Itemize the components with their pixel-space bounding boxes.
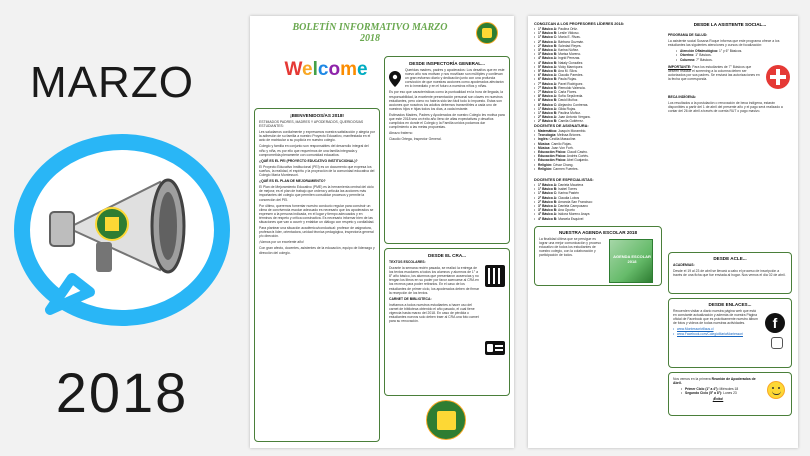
leader-list-item: • 5° Básico B: Ana M. Silva. (534, 69, 662, 73)
pme-answer: El Plan de Mejoramiento Educativo (PME) es la herramienta central del ciclo de mejora; es el plan de trabajo que ordena y articula las acciones más importantes del colegio que permiten consolidar procesos y permite la concreción del PEI. (259, 185, 374, 202)
links-box (668, 298, 792, 368)
welcome-banner (272, 56, 380, 84)
inspectoria-closing: Abrazo fraterno (389, 131, 413, 136)
textbooks-subheading: TEXTOS ESCOLARES: (389, 260, 426, 264)
leader-list-item: • 7° Básico A: Pavel Rodríguez. (534, 82, 662, 86)
newsletter-page-2 (528, 16, 798, 448)
smiley-icon (767, 381, 785, 399)
leader-list-item: • 8° Básico C: Alejandro Contreras. (534, 103, 662, 107)
subject-teacher-list-item: • Música: Joan Von Forh. (534, 146, 662, 150)
specialists-section (534, 178, 662, 221)
leader-list-item: • 8° Básico A: Sofía Sepúlveda. (534, 94, 662, 98)
welcome-letter: l (312, 59, 318, 80)
welcome-paragraph-2: Colegio y familia en conjunto son responsables del desarrollo integral del niño y niña, es por ello que requerimos de una familia integrada y comprometida plenamente con comunidad educativa. (259, 144, 369, 157)
leader-list-item: • 2° Básico A: Bárbara Guzmán. (534, 40, 662, 44)
acle-heading: DESDE ACLE... (713, 256, 747, 261)
meeting-title: Reunión de Apoderados de Abril. (673, 377, 756, 386)
indigenous-scholarship-paragraph: Los resultados a la postulación o renovación de beca indígena, estarán disponibles a partir del 1 de abril del presente año y el pago será realizado a contar del 26 de abril a través de cuenta RUT o pago masivo. (668, 100, 783, 114)
mouse-click-icon (771, 337, 783, 349)
leader-list-item: • 1° Básico A: Paulina Ortiz. (534, 27, 662, 31)
title-line-1: BOLETÍN INFORMATIVO MARZO (292, 22, 448, 33)
meeting-dates-list (681, 387, 763, 395)
meeting-closing: ¡Éxito! (712, 396, 724, 401)
leader-list-item: • 3° Básico B: Marisa Moreno. (534, 52, 662, 56)
specialists-list (534, 183, 662, 221)
meeting-intro: Nos vemos en la primera (673, 377, 711, 381)
subject-teacher-list-item: • Educación Física: Andrés Cortés. (534, 154, 662, 158)
leader-list-item: • 1° Básico C: María E. Rivas. (534, 35, 662, 39)
pei-question: ¿QUÉ ES EL PEI (PROYECTO EDUCATIVO INSTITUCIONAL)? (259, 158, 358, 163)
excellent-year: ¡Vamos por un excelente año! (259, 240, 304, 245)
inspectoria-box (384, 56, 510, 244)
facebook-link[interactable]: • www.Facebook.com/ColegioMariaMontessori (673, 332, 787, 336)
health-program-subheading: PROGRAMA DE SALUD: (668, 33, 708, 37)
agenda-box (534, 226, 662, 286)
inspectoria-paragraph-1: Queridas madres, padres y apoderados: Los desafíos que en este nuevo año nos motivan y nos movilizan son múltiples y conllevan un gran esfuerzo diario y dedicación junto con una profunda convicción de que nuestras acciones como apoderados afectarán en lo inmediato y en el futuro a nuestros niños y niñas. (405, 68, 505, 89)
welcome-signoff: Con gran afecto, docentes, asistentes de la educación, equipo de liderazgo y dirección del colegio. (259, 246, 375, 255)
agenda-heading: NUESTRA AGENDA ESCOLAR 2018 (558, 230, 638, 235)
specialists-heading: DOCENTES DE ESPECIALISTAS: (534, 178, 594, 182)
important-label: IMPORTANTE: (668, 64, 692, 69)
leader-list-item: • 4° Básico B: Nataly González. (534, 61, 662, 65)
specialist-list-item: • 4° Básico A: Isidora Moreno Araya (534, 212, 662, 216)
specialist-list-item: • 2° Básico B: Amanda San Francisco (534, 200, 662, 204)
acle-box (668, 252, 792, 294)
subject-teacher-list-item: • Educación Física: Abel Guajardo. (534, 158, 662, 162)
leader-list-item: • 1° Básico B: Leslie Vildoso. (534, 31, 662, 35)
specialist-list-item: • 2° Básico A: Claudia Lobos (534, 196, 662, 200)
health-service-item: • Atención Oftalmológica: 1° y 6° Básicos. (676, 49, 792, 53)
welcome-letter: e (302, 59, 313, 80)
subject-teacher-list-item: • Religión: Carmen Fuentes. (534, 167, 662, 171)
welcome-heading: ¡BIENVENIDOS/AS 2018! (290, 113, 344, 118)
important-paragraph: Para los estudiantes de 7° Básicos que deseen realizar el screening a la columna deben ser autorizados por sus padres. Se enviará las autorizaciones en la fecha que corresponda. (668, 64, 760, 82)
leader-list-item: • 3° Básico A: Karina Núñez. (534, 48, 662, 52)
health-service-item: • Columna: 7° Básicos. (676, 58, 792, 62)
welcome-letter: m (340, 59, 357, 80)
meeting-date-item: • Primer Ciclo (1° a 4°): Miércoles 18 (681, 387, 763, 391)
agenda-paragraph: La finalidad última que se persigue es lograr una mejor comunicación y proceso educativo de todos los estudiantes de nuestro colegio, con la colaboración y participación de todos. (539, 237, 602, 258)
specialist-list-item: • 4° Básico B: Marcela Esquivel (534, 217, 662, 221)
agenda-cover-image (609, 239, 653, 283)
pme-question: ¿QUÉ ES EL PLAN DE MEJORAMIENTO? (259, 179, 326, 184)
leader-list-item: • 1° Básico B: Paulina Muñoz. (534, 111, 662, 115)
welcome-paragraph-1: Les saludamos cordialmente y expresamos nuestra satisfacción y alegría por la adhesión de su familia a nuestro Proyecto Educativo, manifestada en el acto de matricular a su pupilo/a en nuestro colegio. (259, 130, 375, 143)
leaders-list (534, 27, 662, 124)
leaders-heading: CONOZCAN A LOS PROFESORES LÍDERES 2018: (534, 22, 625, 26)
links-heading: DESDE ENLACES... (708, 302, 752, 307)
leader-list-item: • 5° Básico A: Vicky Manríquez. (534, 65, 662, 69)
subject-teacher-list-item: • Música: Camilo Rojas. (534, 142, 662, 146)
specialist-list-item: • 1° Básico C: Karina Pastén (534, 191, 662, 195)
textbooks-paragraph: Durante la semana recién pasada, se realizó la entrega de los textos escolares a todos los alumnos y alumnos de 1° a 8° año básico, los alumnos que presentaron ausencias y no tengan los libros en su poder por favor acercarse al CRA en los recreos para poder retirarlos. En el caso de los estudiantes de primer ciclo, los apoderados deben de firmar la recepción de los textos. (389, 266, 480, 295)
welcome-letter: W (284, 59, 303, 80)
id-card-icon (485, 341, 505, 355)
leader-list-item: • 7° Básico C: Carla Flores. (534, 90, 662, 94)
cra-heading: DESDE EL CRA... (428, 253, 466, 258)
specialist-list-item: • 1° Básico A: Daniela Mauriera (534, 183, 662, 187)
inspectoria-signature: Claudio Ortega, Inspector General. (389, 137, 442, 142)
health-program-paragraph: La asistente social Susana Roque informa que este programa ofrece a los estudiantes las siguientes atenciones y cursos de focalización: (668, 39, 780, 48)
library-card-subheading: CARNET DE BIBLIOTECA: (389, 296, 432, 301)
location-pin-icon (389, 71, 401, 87)
academies-paragraph: Desde el 19 al 23 de abril se llevará a cabo el proceso de inscripción a través de una ficha que fue enviada al hogar. Nos vemos el día 02 de abril. (673, 269, 786, 278)
megaphone-icon (10, 120, 240, 340)
subject-teachers-section (534, 124, 662, 171)
specialist-list-item: • 3° Básico A: Daniela Campusano (534, 204, 662, 208)
indigenous-scholarship-subheading: BECA INDÍGENA: (668, 94, 697, 99)
newsletter-page-1 (250, 16, 514, 448)
leader-list-item: • 2° Básico B: Camila Gutiérrez. (534, 119, 662, 123)
welcome-letter: e (356, 59, 368, 80)
subject-teacher-list-item: • Inglés: Cecilia Massolíne. (534, 137, 662, 141)
social-heading: DESDE LA ASISTENTE SOCIAL... (693, 22, 767, 27)
subject-teacher-list-item: • Tecnología: Melissa Briones. (534, 133, 662, 137)
health-service-item: • Otorrino: 1° Básicos. (676, 53, 792, 57)
subject-teacher-list-item: • Religión: César Chang. (534, 163, 662, 167)
pei-answer: El Proyecto Educativo Institucional (PEI) es un documento que expresa los sueños, la realidad, el espíritu y la proyección de la comunidad educativa del Colegio María Montessori. (259, 164, 375, 178)
leader-list-item: • 6° Básico A: Claudio Paredes. (534, 73, 662, 77)
health-services-list (676, 49, 792, 62)
leader-list-item: • 4° Básico A: Ingrid Perezas. (534, 56, 662, 60)
subject-teachers-heading: DOCENTES DE ASIGNATURA: (534, 124, 589, 128)
cover-panel (0, 0, 250, 456)
school-crest-badge (426, 400, 466, 440)
meeting-date-item: • Segundo Ciclo (5° a 8°): Lunes 23 (681, 391, 763, 395)
leader-list-item: • 7° Básico B: Remoldo Valencia. (534, 86, 662, 90)
subject-teacher-list-item: • Matemática: Joaquín Morambio. (534, 129, 662, 133)
cover-year: 2018 (55, 361, 189, 424)
specialist-list-item: • 3° Básico B: Ana Oporto (534, 208, 662, 212)
leader-list-item: • 1° Básico A: Gilda Rojas. (534, 107, 662, 111)
conduct-route: Para plantear una situación académico/conductual: profesor de asignatura, profesor/a líder, orientadora, unidad técnica pedagógica, inspectoría general y/o dirección. (259, 226, 374, 239)
leader-list-item: • 6° Básico B: Paula Rojas. (534, 77, 662, 81)
inspectoria-paragraph-3: Estimados Madres, Padres y Apoderados de nuestro Colegio les motiva para que este 2018 sea un éxito año lleno de altas expectativas y desafíos cumplidos en donde el Colegio y la Familia unidos podamos dar cumplimiento a las metas propuestas. (389, 112, 505, 130)
books-icon (485, 265, 505, 287)
website-link[interactable]: • www.Montessorivillaus.cl (673, 327, 787, 331)
title-line-2: 2018 (360, 33, 380, 44)
links-paragraph: Recuerden visitar a diario nuestra página web que está en constante actualización y además de nuestra Página oficial de Facebook que es prácticamente nuestro álbum de fotos y videos de todas nuestras actividades. (673, 309, 759, 326)
welcome-box (254, 108, 380, 442)
subject-teacher-list-item: • Educación Física: Claudi Castro. (534, 150, 662, 154)
leader-list-item: • 2° Básico B: Soledad Reyes. (534, 44, 662, 48)
welcome-letter: o (328, 59, 341, 80)
academies-subheading: ACADEMIAS: (673, 263, 695, 267)
cover-month: MARZO (30, 58, 194, 107)
subject-teachers-list (534, 129, 662, 171)
cra-box (384, 248, 510, 396)
agenda-cover-text: AGENDA ESCOLAR 2018 (613, 254, 651, 264)
specialist-list-item: • 1° Básico B: Isabel Torres (534, 187, 662, 191)
social-section (668, 22, 792, 115)
leader-list-item: • 8° Básico B: David Muñoz. (534, 98, 662, 102)
library-card-paragraph: Invitamos a todos nuestros estudiantes a hacer uso del carnet de biblioteca obtenido el año pasado, el cual tiene vigencia hasta marzo del 2018. En caso de pérdida o estudiantes nuevos solo deben traer al CRA una foto carnet para su renovación. (389, 302, 479, 324)
conduct-paragraph: Por último, queremos fomentar nuestro conducto regular para construir un clima de convivencia escolar adecuado es necesario que los apoderados se expresen a la persona indicada, en el lugar y tiempo adecuados y en términos de respeto y crítica constructiva. Es necesario informar bien de las situaciones que van a ocurrir y entablar un diálogo con respeto y cordialidad. (259, 203, 375, 224)
welcome-letter: c (317, 59, 329, 80)
leader-list-item: • 2° Básico A: Juan Antonio Vergara. (534, 115, 662, 119)
welcome-greeting: ESTIMADOS PADRES, MADRES Y APODERADOS, QUERIDOS/AS ESTUDIANTES: (259, 120, 364, 129)
inspectoria-paragraph-2: Es por eso que características como la puntualidad en la hora de llegada, la responsabilidad, la excelente presentación personal son claves en nuestros estudiantes, pero cómo no habría sido tan fácil todo lo impuesto. Estas son acciones que nosotros los adultos debemos transmitirles a cada uno de nuestros hijos e hijas todos los días, a cada instante. (389, 90, 504, 111)
inspectoria-heading: DESDE INSPECTORÍA GENERAL... (409, 61, 485, 66)
red-cross-icon (766, 65, 790, 89)
newsletter-title (260, 22, 480, 44)
facebook-icon: f (765, 313, 785, 333)
leaders-section (534, 22, 662, 124)
meeting-box (668, 372, 792, 416)
